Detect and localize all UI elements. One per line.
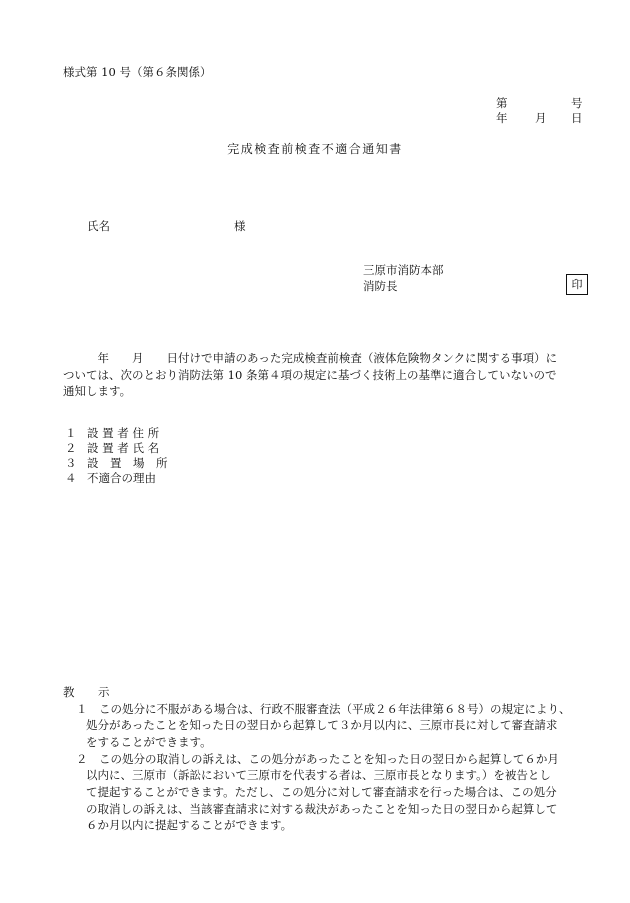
recipient-name-label: 氏名 xyxy=(87,219,110,233)
item-number: ４ xyxy=(65,471,77,485)
item-label: 不適合の理由 xyxy=(87,471,156,485)
date-year-label: 年 xyxy=(496,111,508,125)
recipient-honorific: 様 xyxy=(234,219,246,233)
notice-item xyxy=(63,701,603,751)
body-line: 通知します。 xyxy=(63,384,132,399)
list-item xyxy=(65,471,168,486)
notice-line: ６か月以内に提起することができます。 xyxy=(86,818,293,833)
notice-line: をすることができます。 xyxy=(86,735,212,750)
list-item xyxy=(65,441,168,456)
notice-line: ２ この処分の取消しの訴えは、この処分があったことを知った日の翌日から起算して６か月 xyxy=(76,751,559,766)
body-line: ついては、次のとおり消防法第 10 条第４項の規定に基づく技術上の基準に適合していないので xyxy=(63,367,557,382)
body-paragraph xyxy=(63,350,593,400)
issuer-organization: 三原市消防本部 xyxy=(363,263,444,277)
date-month-label: 月 xyxy=(535,111,547,125)
list-item xyxy=(65,456,168,471)
notice-line: 以内に、三原市（訴訟において三原市を代表する者は、三原市長となります。）を被告とし xyxy=(86,768,551,783)
item-label: 設 置 者 氏 名 xyxy=(87,441,160,455)
notice-section xyxy=(63,684,603,834)
issuer-title: 消防長 xyxy=(363,279,398,293)
document-number-suffix: 号 xyxy=(571,96,583,110)
item-number: ２ xyxy=(65,441,77,455)
list-item xyxy=(65,426,168,441)
item-label: 設 置 場 所 xyxy=(87,456,168,470)
body-line: 年 月 日付けで申請のあった完成検査前検査（液体危険物タンクに関する事項）に xyxy=(63,351,558,365)
item-number: １ xyxy=(65,426,77,440)
item-number: ３ xyxy=(65,456,77,470)
notice-line: て提起することができます。ただし、この処分に対して審査請求を行った場合は、この処分 xyxy=(86,785,557,800)
notice-item xyxy=(63,751,603,834)
notice-line: の取消しの訴えは、当該審査請求に対する裁決があったことを知った日の翌日から起算して xyxy=(86,801,558,816)
item-label: 設 置 者 住 所 xyxy=(87,426,160,440)
form-number: 様式第 10 号（第６条関係） xyxy=(63,65,212,79)
items-list xyxy=(65,426,168,486)
notice-line: 処分があったことを知った日の翌日から起算して３か月以内に、三原市長に対して審査請求 xyxy=(86,718,558,733)
notice-line: １ この処分に不服がある場合は、行政不服審査法（平成２６年法律第６８号）の規定により、 xyxy=(76,701,571,716)
document-number-label: 第 xyxy=(496,96,508,110)
seal-box: 印 xyxy=(566,274,588,295)
date-day-label: 日 xyxy=(571,111,583,125)
notice-heading: 教 示 xyxy=(63,685,116,699)
document-title: 完成検査前検査不適合通知書 xyxy=(227,142,403,156)
